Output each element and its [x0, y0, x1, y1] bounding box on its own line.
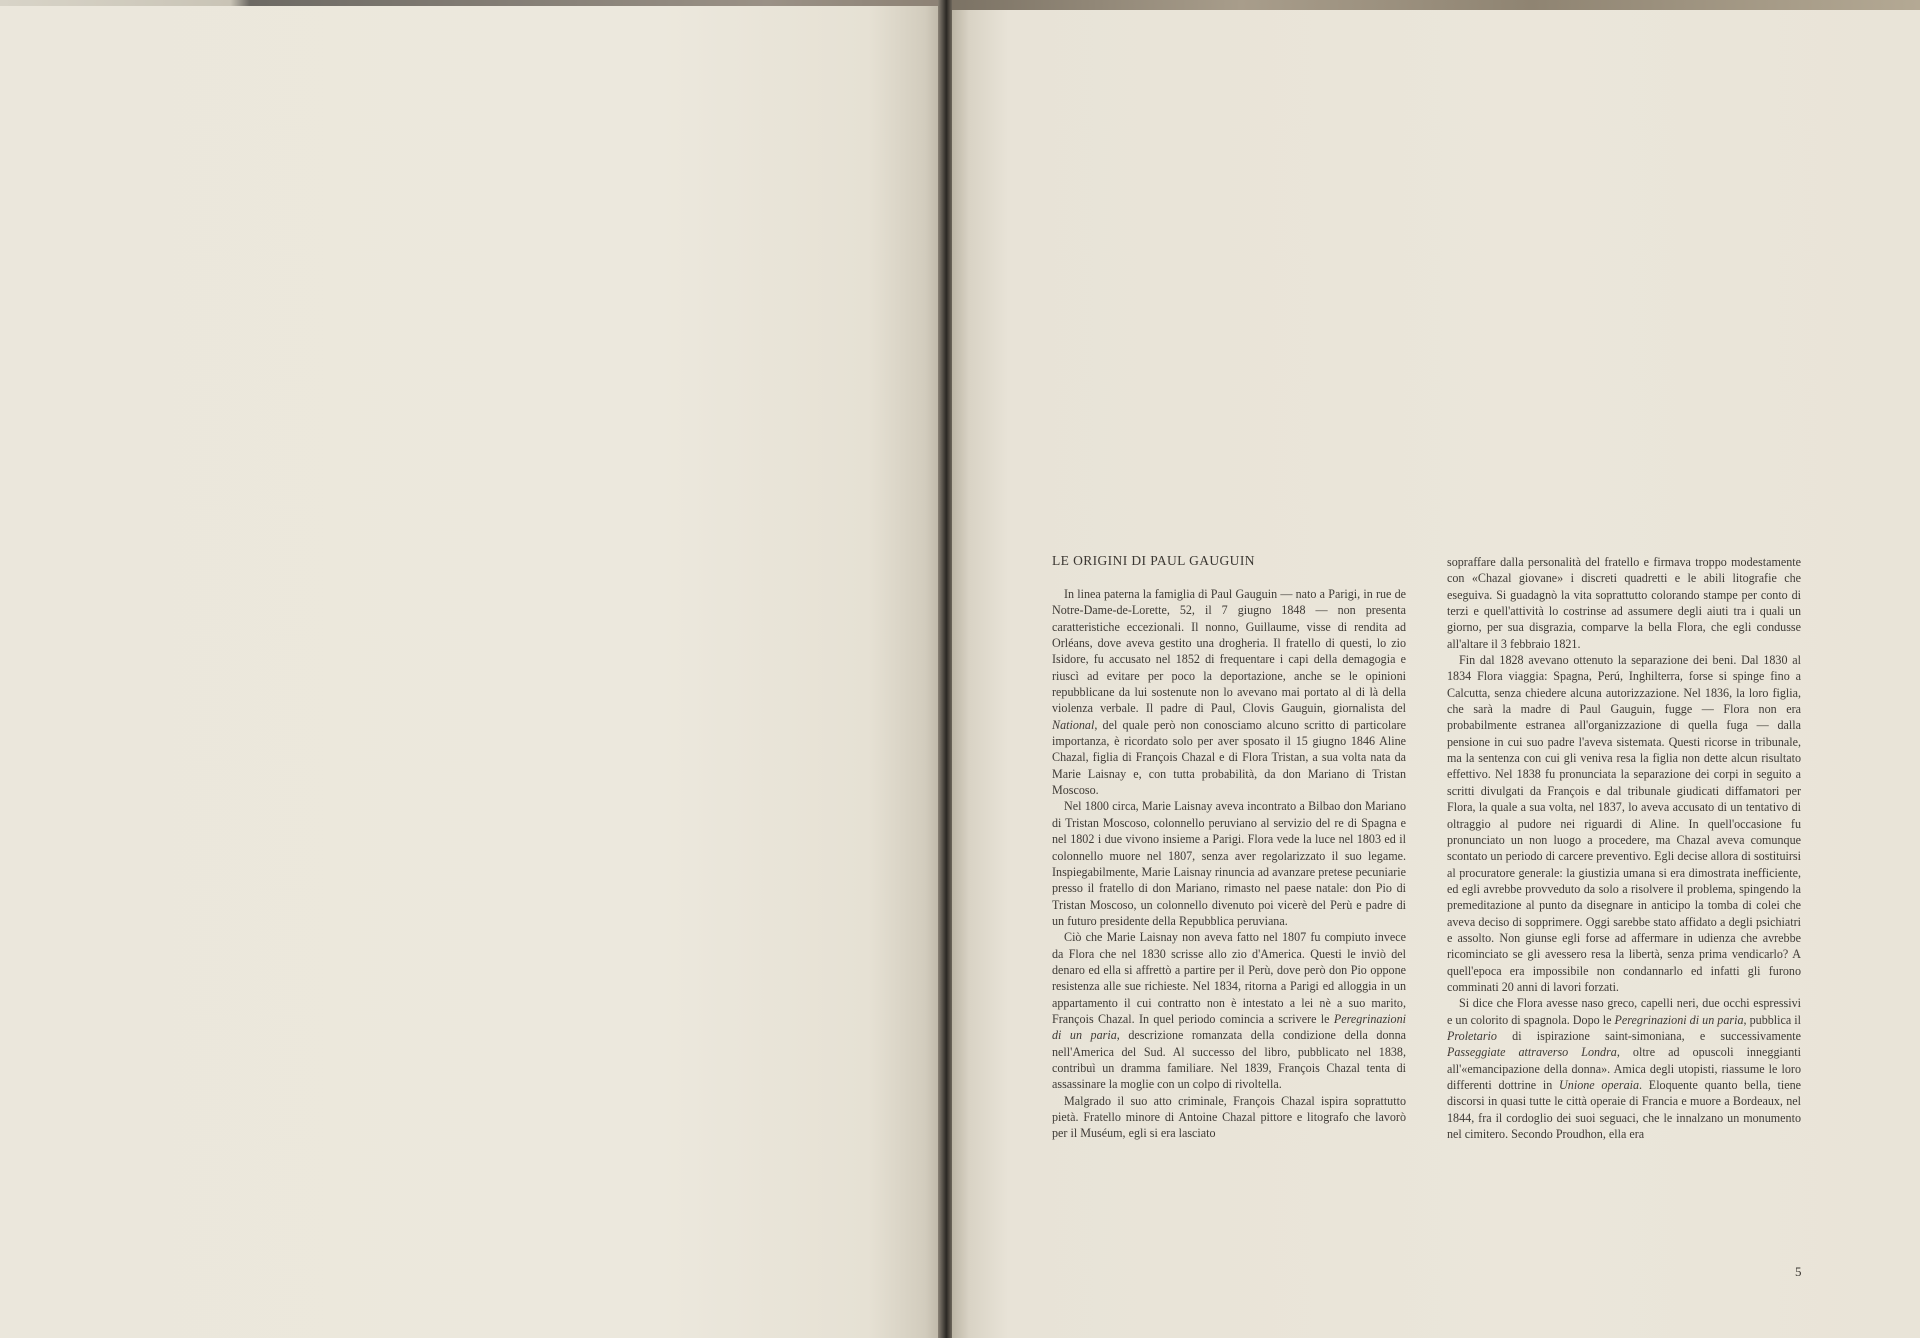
paragraph-6: Fin dal 1828 avevano ottenuto la separazione dei beni. Dal 1830 al 1834 Flora viaggia: Spagna, Perú, Inghilterra, forse si spinge fino a Calcutta, senza chiedere alcuna autorizzazione. Nel 1836, la loro figlia, che sarà la madre di Paul Gauguin, fugge — Flora non era probabilmente estranea all'organizzazione di quella fuga — dalla pensione in cui suo padre l'aveva sistemata. Questi ricorse in tribunale, ma la sentenza con cui gli veniva resa la figlia non dette alcun risultato effettivo. Nel 1838 fu pronunciata la separazione dei corpi in seguito a scritti divulgati da François e dal tribunale giudicati diffamatori per Flora, la quale a sua volta, nel 1837, lo aveva accusato di un tentativo di oltraggio al pudore nei riguardi di Aline. In quell'occasione fu pronunciato un non luogo a procedere, ma Chazal aveva comunque scontato un periodo di carcere preventivo. Egli decise allora di sostituirsi al procuratore generale: la giustizia umana si era dimostrata inefficiente, ed egli avrebbe provveduto da solo a risolvere il problema, spingendo la premeditazione al punto da disegnare in anticipo la tomba di colei che aveva deciso di sopprimere. Oggi sarebbe stato affidato a degli psichiatri e assolto. Non giunse egli forse ad affermare in udienza che avrebbe ricominciato se gli avessero resa la libertà, senza prima vendicarlo? A quell'epoca era impossibile non condannarlo ed infatti gli furono comminati 20 anni di lavori forzati.: [1447, 653, 1801, 994]
paragraph-7: Si dice che Flora avesse naso greco, capelli neri, due occhi espressivi e un colorito di spagnola. Dopo le Peregrinazioni di un paria, pubblica il Proletario di ispirazione saint-simoniana, e successivamente Passeggiate attraverso Londra, oltre ad opuscoli inneggianti all'«emancipazione della donna». Amica degli utopisti, riassume le loro differenti dottrine in Unione operaia. Eloquente quanto bella, tiene discorsi in quasi tutte le città operaie di Francia e muore a Bordeaux, nel 1844, fra il cordoglio dei suoi seguaci, che le innalzano un monumento nel cimitero. Secondo Proudhon, ella era: [1447, 996, 1802, 1142]
book-gutter: [938, 0, 952, 1338]
chapter-heading: LE ORIGINI DI PAUL GAUGUIN: [1052, 553, 1255, 568]
text-column-left: [1052, 586, 1406, 1142]
paragraph-4: Malgrado il suo atto criminale, François Chazal ispira soprattutto pietà. Fratello minore di Antoine Chazal pittore e litografo che lavorò per il Muséum, egli si era lasciato: [1052, 1093, 1406, 1141]
page-number: 5: [1795, 1264, 1802, 1279]
text-column-right: [1447, 554, 1801, 1142]
paragraph-3: Ciò che Marie Laisnay non aveva fatto nel 1807 fu compiuto invece da Flora che nel 1830 scrisse allo zio d'America. Questi le inviò del denaro ed ella si affrettò a partire per il Perù, dove però don Pio oppone resistenza alle sue richieste. Nel 1834, ritorna a Parigi ed alloggia in un appartamento il cui contratto non è intestato a lei nè a suo marito, François Chazal. In quel periodo comincia a scrivere le Peregrinazioni di un paria, descrizione romanzata della condizione della donna nell'America del Sud. Al successo del libro, pubblicato nel 1838, contribuì un dramma familiare. Nel 1839, François Chazal tenta di assassinare la moglie con un colpo di rivoltella.: [1052, 930, 1406, 1092]
left-page-blank: [0, 6, 944, 1338]
paragraph-2: Nel 1800 circa, Marie Laisnay aveva incontrato a Bilbao don Mariano di Tristan Moscoso, colonnello peruviano al servizio del re di Spagna e nel 1802 i due vivono insieme a Parigi. Flora vede la luce nel 1803 ed il colonnello muore nel 1807, senza aver regolarizzato il suo legame. Inspiegabilmente, Marie Laisnay rinuncia ad avanzare pretese pecuniarie presso il fratello di don Mariano, rimasto nel paese natale: don Pio di Tristan Moscoso, un colonnello divenuto poi vicerè del Perù e padre di un futuro presidente della Repubblica peruviana.: [1052, 799, 1406, 928]
paragraph-1: In linea paterna la famiglia di Paul Gauguin — nato a Parigi, in rue de Notre-Dame-de-Lorette, 52, il 7 giugno 1848 — non presenta caratteristiche eccezionali. Il nonno, Guillaume, visse di rendita ad Orléans, dove aveva gestito una drogheria. Il fratello di questi, lo zio Isidore, fu accusato nel 1852 di frequentare i capi della demagogia e riuscì ad evitare per poco la deportazione, anche se le opinioni repubblicane da lui sostenute non lo avevano mai portato al di là della violenza verbale. Il padre di Paul, Clovis Gauguin, giornalista del National, del quale però non conosciamo alcuno scritto di particolare importanza, è ricordato solo per aver sposato il 15 giugno 1846 Aline Chazal, figlia di François Chazal e di Flora Tristan, a sua volta nata da Marie Laisnay e, con tutta probabilità, da don Mariano di Tristan Moscoso.: [1052, 587, 1406, 798]
paragraph-5: sopraffare dalla personalità del fratello e firmava troppo modestamente con «Chazal giovane» i discreti quadretti e le abili litografie che eseguiva. Si guadagnò la vita soprattutto colorando stampe per conto di terzi e quell'attività lo costrinse ad assumere degli aiuti tra i quali un giorno, per sua disgrazia, comparve la bella Flora, che egli condusse all'altare il 3 febbraio 1821.: [1447, 555, 1801, 651]
